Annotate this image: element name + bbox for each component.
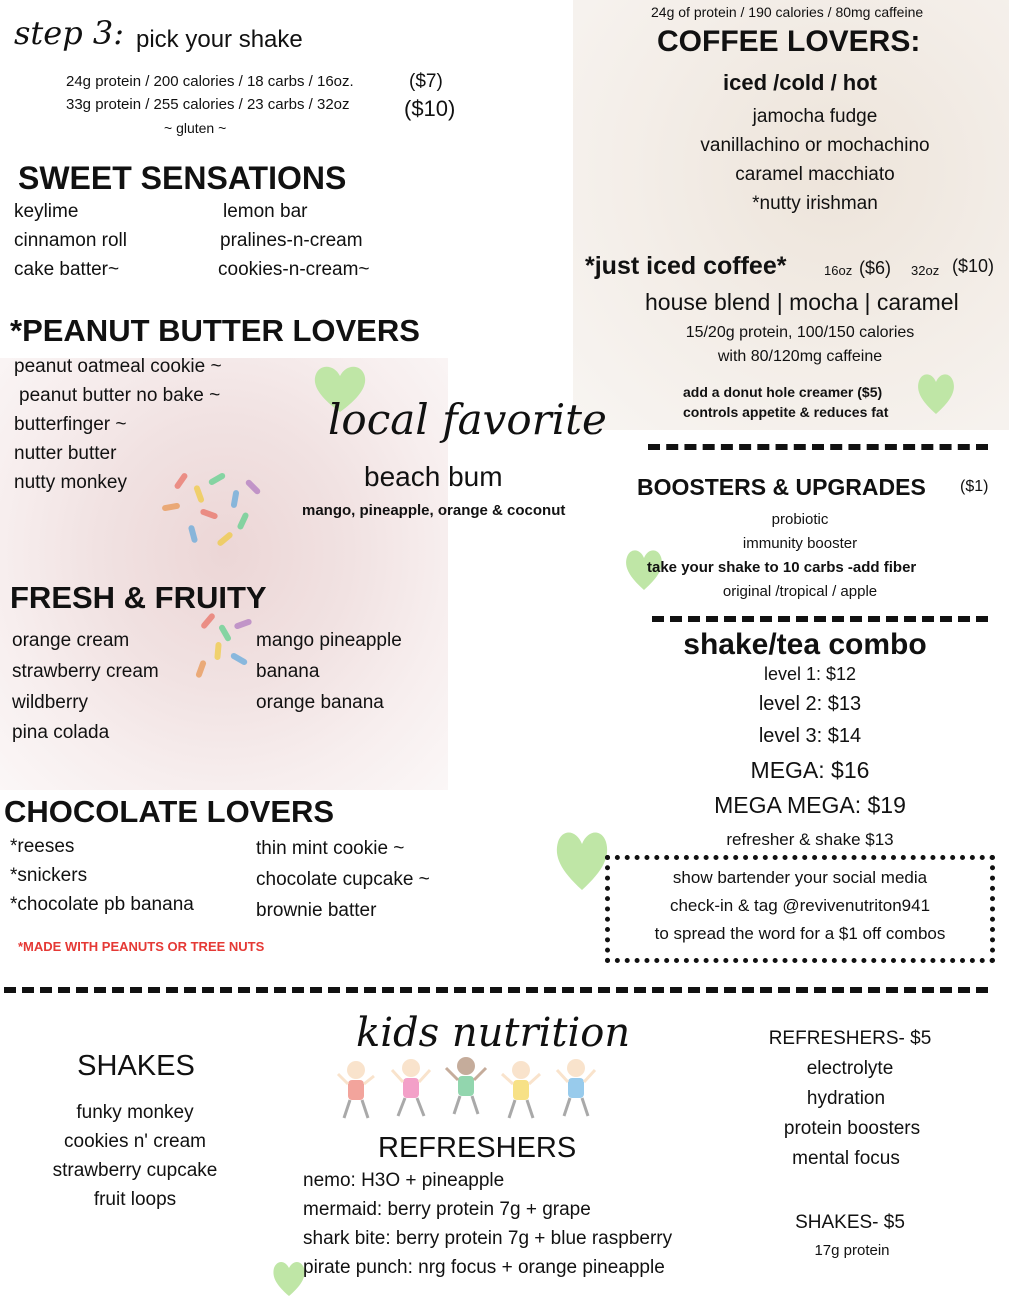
iced-info-2: with 80/120mg caffeine (717, 348, 883, 365)
kids-refreshers-heading: REFRESHERS (378, 1132, 577, 1164)
peanut-item: nutter butter (14, 443, 117, 464)
peanut-item: butterfinger ~ (14, 414, 127, 435)
combo-level: level 2: $13 (758, 693, 862, 715)
size-price-16oz: ($7) (409, 71, 443, 92)
adult-refreshers-title: REFRESHERS- $5 (768, 1028, 932, 1049)
iced-16oz-price: ($6) (859, 258, 892, 278)
kids-refresher-item: shark bite: berry protein 7g + blue raspberry (303, 1228, 673, 1249)
iced-32oz-price: ($10) (952, 256, 995, 276)
iced-32oz-label: 32oz (911, 263, 940, 278)
peanut-item: nutty monkey (14, 472, 127, 493)
coffee-item: *nutty irishman (752, 193, 878, 214)
adult-refresher-item: electrolyte (806, 1058, 894, 1079)
local-favorite-name: beach bum (364, 461, 503, 492)
chocolate-item: *snickers (10, 865, 88, 886)
sweet-item: cake batter~ (14, 259, 120, 280)
kids-script: kids nutrition (356, 1010, 631, 1056)
boosters-price: ($1) (960, 478, 989, 495)
kids-shake-item: cookies n' cream (64, 1131, 206, 1152)
donut-addon: add a donut hole creamer ($5) (683, 384, 883, 400)
size-spec-16oz: 24g protein / 200 calories / 18 carbs / 16oz. (66, 73, 354, 90)
coffee-item: vanillachino or mochachino (700, 135, 930, 156)
combo-heading: shake/tea combo (683, 628, 927, 661)
coffee-item: jamocha fudge (752, 106, 878, 127)
chocolate-item: *reeses (10, 836, 75, 857)
sweet-item: pralines-n-cream (220, 230, 363, 251)
kids-jumping-icon (336, 1056, 606, 1126)
size-price-32oz: ($10) (404, 96, 456, 121)
fruity-item: strawberry cream (12, 661, 159, 682)
kids-shake-item: funky monkey (76, 1102, 194, 1123)
gluten-note: ~ gluten ~ (164, 120, 227, 136)
adult-refresher-item: mental focus (792, 1148, 900, 1169)
heart-icon (272, 1258, 306, 1298)
fiber-options: original /tropical / apple (722, 583, 878, 600)
size-spec-32oz: 33g protein / 255 calories / 23 carbs / 32oz (66, 96, 350, 113)
promo-line: show bartender your social media (672, 868, 928, 887)
divider (652, 616, 988, 622)
combo-level: level 3: $14 (758, 725, 862, 747)
peanut-item: peanut oatmeal cookie ~ (14, 356, 222, 377)
combo-megamega: MEGA MEGA: $19 (714, 792, 906, 818)
local-favorite-desc: mango, pineapple, orange & coconut (302, 502, 566, 519)
kids-shakes-heading: SHAKES (77, 1050, 195, 1082)
fruity-item: orange cream (12, 630, 130, 651)
coffee-stats: 24g of protein / 190 calories / 80mg caffeine (651, 4, 924, 20)
chocolate-item: *chocolate pb banana (10, 894, 194, 915)
fruity-item: wildberry (12, 692, 89, 713)
iced-info-1: 15/20g protein, 100/150 calories (685, 324, 915, 341)
promo-line: to spread the word for a $1 off combos (654, 924, 946, 943)
chocolate-item: brownie batter (256, 900, 377, 921)
kids-refresher-item: nemo: H3O + pineapple (303, 1170, 505, 1191)
coffee-sub: iced /cold / hot (722, 70, 877, 95)
adult-shakes-title: SHAKES- $5 (795, 1212, 905, 1233)
kids-refresher-item: mermaid: berry protein 7g + grape (303, 1199, 591, 1220)
allergen-note: *MADE WITH PEANUTS OR TREE NUTS (18, 939, 265, 954)
sweet-item: cookies-n-cream~ (218, 259, 370, 280)
fiber-upgrade: take your shake to 10 carbs -add fiber (647, 559, 917, 576)
divider (648, 444, 988, 450)
peanut-heading: *PEANUT BUTTER LOVERS (10, 313, 420, 348)
heart-icon (554, 826, 610, 892)
peanut-item: peanut butter no bake ~ (19, 385, 221, 406)
promo-line: check-in & tag @revivenutriton941 (669, 896, 931, 915)
kids-shake-item: strawberry cupcake (52, 1160, 218, 1181)
adult-refresher-item: protein boosters (783, 1118, 921, 1139)
heart-icon (916, 370, 956, 416)
iced-flavors: house blend | mocha | caramel (645, 289, 959, 315)
sweet-item: lemon bar (223, 201, 308, 222)
fruity-item: banana (256, 661, 320, 682)
fruity-heading: FRESH & FRUITY (10, 580, 267, 615)
fruity-item: mango pineapple (256, 630, 402, 651)
step-title: pick your shake (136, 26, 303, 53)
fruity-item: orange banana (256, 692, 384, 713)
step-label: step 3: (14, 14, 125, 52)
combo-mega: MEGA: $16 (750, 757, 870, 783)
combo-level: level 1: $12 (763, 664, 857, 684)
kids-refresher-item: pirate punch: nrg focus + orange pineapple (303, 1257, 665, 1278)
adult-refresher-item: hydration (806, 1088, 886, 1109)
kids-shake-item: fruit loops (93, 1189, 177, 1210)
chocolate-heading: CHOCOLATE LOVERS (4, 794, 335, 829)
chocolate-item: chocolate cupcake ~ (256, 869, 430, 890)
iced-16oz-label: 16oz (824, 263, 853, 278)
booster-item: probiotic (771, 511, 829, 528)
combo-refresher: refresher & shake $13 (726, 830, 894, 849)
local-favorite-script: local favorite (328, 395, 607, 444)
sweet-item: cinnamon roll (14, 230, 127, 251)
chocolate-item: thin mint cookie ~ (256, 838, 405, 859)
sweet-heading: SWEET SENSATIONS (18, 160, 347, 196)
booster-item: immunity booster (742, 535, 858, 552)
donut-addon-note: controls appetite & reduces fat (683, 404, 889, 420)
fruity-item: pina colada (12, 722, 110, 743)
boosters-heading: BOOSTERS & UPGRADES (637, 474, 926, 500)
adult-shakes-sub: 17g protein (814, 1242, 890, 1259)
section-divider (4, 987, 988, 993)
coffee-item: caramel macchiato (735, 164, 895, 185)
iced-coffee-heading: *just iced coffee* (585, 252, 787, 280)
coffee-heading: COFFEE LOVERS: (657, 25, 921, 58)
sweet-item: keylime (14, 201, 79, 222)
